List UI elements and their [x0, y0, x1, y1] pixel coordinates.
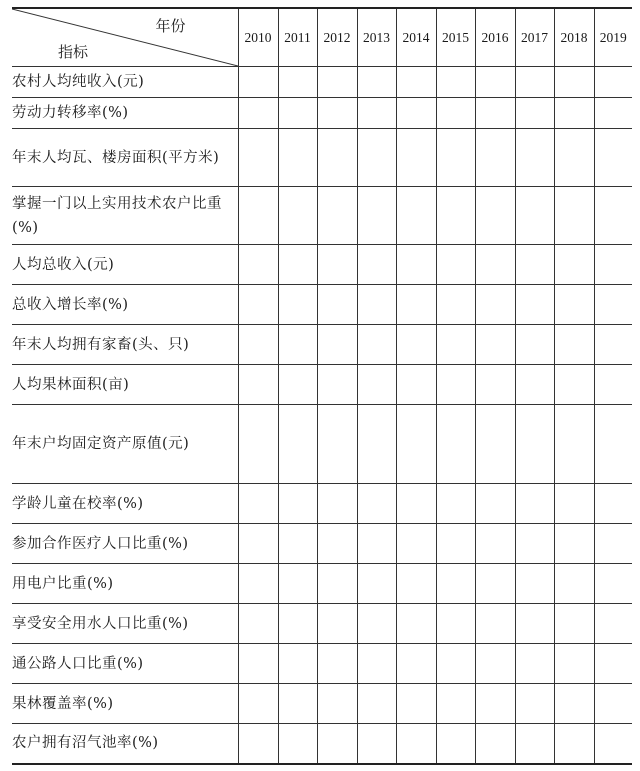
- table-cell: [357, 325, 396, 365]
- table-cell: [238, 684, 278, 724]
- table-cell: [317, 724, 357, 764]
- table-cell: [475, 604, 515, 644]
- table-cell: [238, 524, 278, 564]
- table-cell: [317, 285, 357, 325]
- indicator-table: [12, 7, 632, 765]
- table-cell: [436, 524, 475, 564]
- table-row: [12, 405, 632, 484]
- table-cell: [436, 98, 475, 129]
- table-cell: [594, 285, 632, 325]
- table-row: [12, 684, 632, 724]
- table-cell: [278, 285, 317, 325]
- table-cell: [475, 325, 515, 365]
- corner-indicator-label: 指标: [58, 43, 89, 61]
- table-row: [12, 129, 632, 187]
- table-row: [12, 98, 632, 129]
- table-cell: [475, 724, 515, 764]
- header-row: [12, 8, 632, 67]
- table-row: [12, 644, 632, 684]
- table-cell: [554, 484, 594, 524]
- table-cell: [396, 98, 436, 129]
- table-cell: [515, 405, 554, 484]
- table-cell: [475, 564, 515, 604]
- table-cell: [515, 365, 554, 405]
- table-cell: [594, 524, 632, 564]
- table-cell: [436, 129, 475, 187]
- table-cell: [396, 524, 436, 564]
- table-cell: [554, 684, 594, 724]
- table-cell: [357, 524, 396, 564]
- table-cell: [515, 187, 554, 245]
- table-cell: [357, 129, 396, 187]
- table-cell: [515, 129, 554, 187]
- year-header-2015: 2015: [436, 8, 475, 67]
- table-cell: [396, 684, 436, 724]
- year-header-2018: 2018: [554, 8, 594, 67]
- table-cell: [396, 245, 436, 285]
- table-cell: [278, 187, 317, 245]
- table-row: [12, 524, 632, 564]
- table-cell: [357, 684, 396, 724]
- table-cell: [554, 129, 594, 187]
- table-cell: [475, 524, 515, 564]
- table-cell: [436, 285, 475, 325]
- table-row: [12, 67, 632, 98]
- table-cell: [594, 564, 632, 604]
- table-cell: [436, 325, 475, 365]
- table-cell: [396, 129, 436, 187]
- header-corner-cell: [12, 8, 238, 67]
- table-cell: [238, 365, 278, 405]
- table-row: [12, 365, 632, 405]
- table-cell: [436, 187, 475, 245]
- row-label: 总收入增长率(%): [12, 285, 238, 325]
- table-cell: [554, 724, 594, 764]
- table-cell: [357, 365, 396, 405]
- table-cell: [475, 365, 515, 405]
- table-cell: [357, 724, 396, 764]
- table-cell: [396, 285, 436, 325]
- table-cell: [278, 724, 317, 764]
- table-cell: [238, 129, 278, 187]
- table-cell: [594, 365, 632, 405]
- table-cell: [515, 245, 554, 285]
- table-cell: [554, 285, 594, 325]
- row-label: 用电户比重(%): [12, 564, 238, 604]
- table-cell: [238, 405, 278, 484]
- table-cell: [475, 67, 515, 98]
- table-cell: [475, 98, 515, 129]
- table-cell: [238, 644, 278, 684]
- table-cell: [436, 564, 475, 604]
- table-cell: [554, 325, 594, 365]
- table-cell: [317, 129, 357, 187]
- table-cell: [238, 564, 278, 604]
- row-label: 人均果林面积(亩): [12, 365, 238, 405]
- table-cell: [317, 98, 357, 129]
- table-cell: [554, 187, 594, 245]
- table-cell: [238, 724, 278, 764]
- indicator-table-container: [12, 7, 632, 765]
- table-cell: [554, 98, 594, 129]
- table-cell: [475, 405, 515, 484]
- table-cell: [357, 405, 396, 484]
- table-cell: [357, 98, 396, 129]
- table-cell: [396, 67, 436, 98]
- table-cell: [238, 285, 278, 325]
- table-cell: [317, 405, 357, 484]
- table-cell: [436, 67, 475, 98]
- table-cell: [396, 644, 436, 684]
- table-cell: [278, 98, 317, 129]
- table-cell: [436, 484, 475, 524]
- table-cell: [278, 644, 317, 684]
- table-cell: [594, 67, 632, 98]
- table-cell: [317, 187, 357, 245]
- table-cell: [396, 405, 436, 484]
- year-header-2012: 2012: [317, 8, 357, 67]
- table-cell: [238, 67, 278, 98]
- table-cell: [515, 524, 554, 564]
- row-label: 人均总收入(元): [12, 245, 238, 285]
- table-cell: [317, 245, 357, 285]
- row-label: 农村人均纯收入(元): [12, 67, 238, 98]
- table-row: [12, 724, 632, 764]
- table-cell: [554, 365, 594, 405]
- table-cell: [594, 644, 632, 684]
- table-cell: [278, 484, 317, 524]
- table-cell: [357, 285, 396, 325]
- table-row: [12, 564, 632, 604]
- corner-year-label: 年份: [155, 17, 186, 35]
- table-cell: [436, 365, 475, 405]
- table-cell: [515, 285, 554, 325]
- table-row: [12, 484, 632, 524]
- table-cell: [238, 98, 278, 129]
- table-cell: [278, 365, 317, 405]
- row-label: 通公路人口比重(%): [12, 644, 238, 684]
- row-label: 年末人均瓦、楼房面积(平方米): [12, 129, 238, 187]
- year-header-2011: 2011: [278, 8, 317, 67]
- table-cell: [594, 245, 632, 285]
- year-header-2016: 2016: [475, 8, 515, 67]
- table-cell: [396, 187, 436, 245]
- table-cell: [357, 67, 396, 98]
- table-cell: [396, 365, 436, 405]
- row-label: 年末户均固定资产原值(元): [12, 405, 238, 484]
- table-cell: [357, 245, 396, 285]
- table-cell: [475, 684, 515, 724]
- table-cell: [475, 245, 515, 285]
- table-cell: [317, 365, 357, 405]
- table-cell: [278, 67, 317, 98]
- table-cell: [278, 325, 317, 365]
- table-cell: [594, 724, 632, 764]
- table-cell: [515, 564, 554, 604]
- table-cell: [554, 604, 594, 644]
- table-cell: [396, 724, 436, 764]
- row-label: 掌握一门以上实用技术农户比重(%): [12, 187, 238, 245]
- year-header-2010: 2010: [238, 8, 278, 67]
- table-row: [12, 187, 632, 245]
- table-cell: [475, 484, 515, 524]
- row-label: 年末人均拥有家畜(头、只): [12, 325, 238, 365]
- table-row: [12, 245, 632, 285]
- table-cell: [475, 644, 515, 684]
- row-label: 参加合作医疗人口比重(%): [12, 524, 238, 564]
- table-cell: [278, 129, 317, 187]
- year-header-2014: 2014: [396, 8, 436, 67]
- table-cell: [238, 325, 278, 365]
- row-label: 果林覆盖率(%): [12, 684, 238, 724]
- table-cell: [396, 564, 436, 604]
- table-cell: [594, 187, 632, 245]
- table-cell: [357, 187, 396, 245]
- table-cell: [238, 604, 278, 644]
- table-cell: [594, 98, 632, 129]
- table-cell: [357, 484, 396, 524]
- table-cell: [278, 564, 317, 604]
- table-cell: [436, 724, 475, 764]
- table-cell: [515, 67, 554, 98]
- table-cell: [396, 484, 436, 524]
- table-cell: [515, 724, 554, 764]
- table-cell: [396, 325, 436, 365]
- table-cell: [238, 187, 278, 245]
- table-cell: [594, 484, 632, 524]
- table-cell: [317, 484, 357, 524]
- table-cell: [594, 405, 632, 484]
- table-cell: [554, 245, 594, 285]
- table-cell: [475, 129, 515, 187]
- table-cell: [515, 484, 554, 524]
- table-cell: [436, 604, 475, 644]
- table-row: [12, 285, 632, 325]
- diagonal-divider: [12, 9, 238, 66]
- table-cell: [238, 245, 278, 285]
- table-cell: [515, 644, 554, 684]
- table-cell: [554, 644, 594, 684]
- table-cell: [317, 325, 357, 365]
- table-cell: [475, 187, 515, 245]
- table-cell: [515, 604, 554, 644]
- table-cell: [278, 524, 317, 564]
- year-header-2019: 2019: [594, 8, 632, 67]
- table-cell: [317, 67, 357, 98]
- table-cell: [278, 604, 317, 644]
- row-label: 享受安全用水人口比重(%): [12, 604, 238, 644]
- table-cell: [357, 564, 396, 604]
- table-cell: [554, 524, 594, 564]
- table-cell: [317, 524, 357, 564]
- table-cell: [594, 129, 632, 187]
- row-label: 农户拥有沼气池率(%): [12, 724, 238, 764]
- table-cell: [278, 405, 317, 484]
- table-cell: [594, 684, 632, 724]
- table-cell: [317, 684, 357, 724]
- table-cell: [436, 245, 475, 285]
- table-cell: [317, 604, 357, 644]
- table-row: [12, 325, 632, 365]
- row-label: 劳动力转移率(%): [12, 98, 238, 129]
- table-cell: [594, 604, 632, 644]
- table-cell: [357, 644, 396, 684]
- table-cell: [317, 564, 357, 604]
- table-cell: [278, 684, 317, 724]
- table-cell: [475, 285, 515, 325]
- table-cell: [357, 604, 396, 644]
- table-cell: [515, 98, 554, 129]
- year-header-2017: 2017: [515, 8, 554, 67]
- table-cell: [436, 405, 475, 484]
- table-cell: [554, 67, 594, 98]
- table-cell: [317, 644, 357, 684]
- year-header-2013: 2013: [357, 8, 396, 67]
- table-cell: [554, 564, 594, 604]
- table-row: [12, 604, 632, 644]
- table-cell: [396, 604, 436, 644]
- table-cell: [278, 245, 317, 285]
- table-cell: [594, 325, 632, 365]
- table-cell: [238, 484, 278, 524]
- table-cell: [515, 325, 554, 365]
- table-cell: [436, 684, 475, 724]
- row-label: 学龄儿童在校率(%): [12, 484, 238, 524]
- table-cell: [554, 405, 594, 484]
- table-cell: [515, 684, 554, 724]
- table-cell: [436, 644, 475, 684]
